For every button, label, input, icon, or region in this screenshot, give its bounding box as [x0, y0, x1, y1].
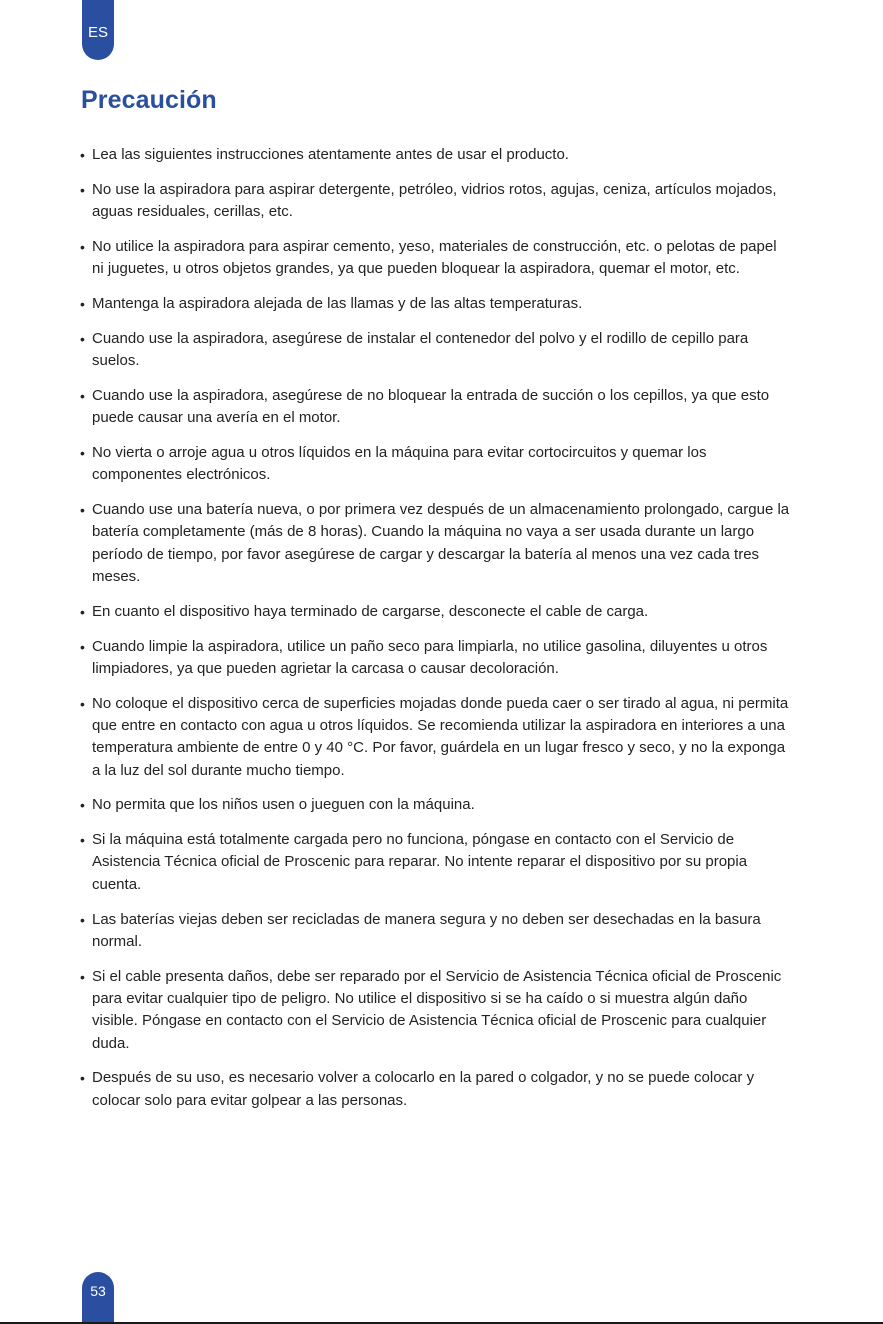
- bullet-icon: •: [80, 295, 85, 312]
- list-item-text: Mantenga la aspiradora alejada de las llamas y de las altas temperaturas.: [92, 294, 583, 312]
- bullet-icon: •: [80, 832, 85, 849]
- bullet-icon: •: [80, 638, 85, 655]
- list-item: [80, 1067, 792, 1112]
- list-item: [80, 499, 792, 588]
- precaution-list: [80, 144, 792, 1124]
- list-item-text: Después de su uso, es necesario volver a colocarlo en la pared o colgador, y no se puede colocar y colocar solo para evitar golpear a las personas.: [92, 1069, 755, 1109]
- bullet-icon: •: [80, 330, 85, 347]
- language-code: ES: [87, 23, 108, 41]
- language-tab: [82, 0, 114, 60]
- list-item-text: No vierta o arroje agua u otros líquidos en la máquina para evitar cortocircuitos y quemar los componentes electrónicos.: [92, 443, 707, 484]
- bullet-icon: •: [80, 1070, 85, 1087]
- list-item-text: Cuando use una batería nueva, o por primera vez después de un almacenamiento prolongado, cargue la batería completamente (más de 8 horas). Cuando la máquina no vaya a ser usada durante un largo período de tiempo, por favor asegúrese de cargar y descargar la batería al menos una vez cada tres meses.: [92, 501, 790, 585]
- bullet-icon: •: [80, 181, 85, 198]
- list-item-text: Cuando use la aspiradora, asegúrese de no bloquear la entrada de succión o los cepillos, ya que esto puede causar una avería en el motor.: [92, 386, 770, 427]
- bullet-icon: •: [80, 695, 85, 712]
- list-item: [80, 236, 792, 281]
- bullet-icon: •: [80, 603, 85, 620]
- list-item: [80, 328, 792, 373]
- page-title: Precaución: [81, 86, 217, 114]
- list-item-text: En cuanto el dispositivo haya terminado de cargarse, desconecte el cable de carga.: [92, 602, 649, 620]
- list-item-text: No use la aspiradora para aspirar detergente, petróleo, vidrios rotos, agujas, ceniza, artículos mojados, aguas residuales, cerillas, etc.: [92, 180, 777, 221]
- list-item: [80, 794, 792, 816]
- list-item: [80, 601, 792, 623]
- list-item: [80, 179, 792, 224]
- bullet-icon: •: [80, 911, 85, 928]
- list-item: [80, 385, 792, 430]
- bullet-icon: •: [80, 238, 85, 255]
- list-item: [80, 693, 792, 782]
- list-item-text: Las baterías viejas deben ser recicladas de manera segura y no deben ser desechadas en la basura normal.: [92, 910, 761, 950]
- bullet-icon: •: [80, 502, 85, 519]
- list-item: [80, 636, 792, 681]
- list-item: [80, 829, 792, 896]
- list-item-text: Si el cable presenta daños, debe ser reparado por el Servicio de Asistencia Técnica oficial de Proscenic para evitar cualquier tipo de peligro. No utilice el dispositivo si se ha caído o si muestra algún daño visible. Póngase en contacto con el Servicio de Asistencia Técnica oficial de Proscenic para cualquier duda.: [92, 967, 782, 1052]
- list-item-text: No utilice la aspiradora para aspirar cemento, yeso, materiales de construcción, etc. o pelotas de papel ni juguetes, u otros objetos grandes, ya que pueden bloquear la aspiradora, quemar el motor, etc.: [92, 237, 777, 278]
- list-item: [80, 293, 792, 315]
- list-item: [80, 966, 792, 1055]
- list-item: [80, 144, 792, 166]
- bullet-icon: •: [80, 797, 85, 814]
- bullet-icon: •: [80, 147, 85, 163]
- page-number: 53: [90, 1283, 106, 1299]
- list-item-text: No permita que los niños usen o jueguen con la máquina.: [92, 796, 475, 814]
- list-item: [80, 442, 792, 487]
- list-item: [80, 909, 792, 954]
- bullet-icon: •: [80, 387, 85, 404]
- list-item-text: Cuando use la aspiradora, asegúrese de instalar el contenedor del polvo y el rodillo de cepillo para suelos.: [92, 329, 749, 370]
- list-item-text: Cuando limpie la aspiradora, utilice un paño seco para limpiarla, no utilice gasolina, diluyentes u otros limpiadores, ya que pueden agrietar la carcasa o causar decoloración.: [92, 637, 768, 677]
- list-item-text: No coloque el dispositivo cerca de superficies mojadas donde pueda caer o ser tirado al agua, ni permita que entre en contacto con agua u otros líquidos. Se recomienda utilizar la aspiradora en interiores a una temperatura ambiente de entre 0 y 40 °C. Por favor, guárdela en un lugar fresco y seco, y no la exponga a la luz del sol durante mucho tiempo.: [92, 694, 789, 779]
- bullet-icon: •: [80, 444, 85, 461]
- list-item-text: Lea las siguientes instrucciones atentamente antes de usar el producto.: [92, 146, 569, 163]
- bullet-icon: •: [80, 968, 85, 985]
- list-item-text: Si la máquina está totalmente cargada pero no funciona, póngase en contacto con el Servicio de Asistencia Técnica oficial de Proscenic para reparar. No intente reparar el dispositivo por su propia cuenta.: [92, 831, 748, 893]
- page-number-tab: [82, 1272, 114, 1324]
